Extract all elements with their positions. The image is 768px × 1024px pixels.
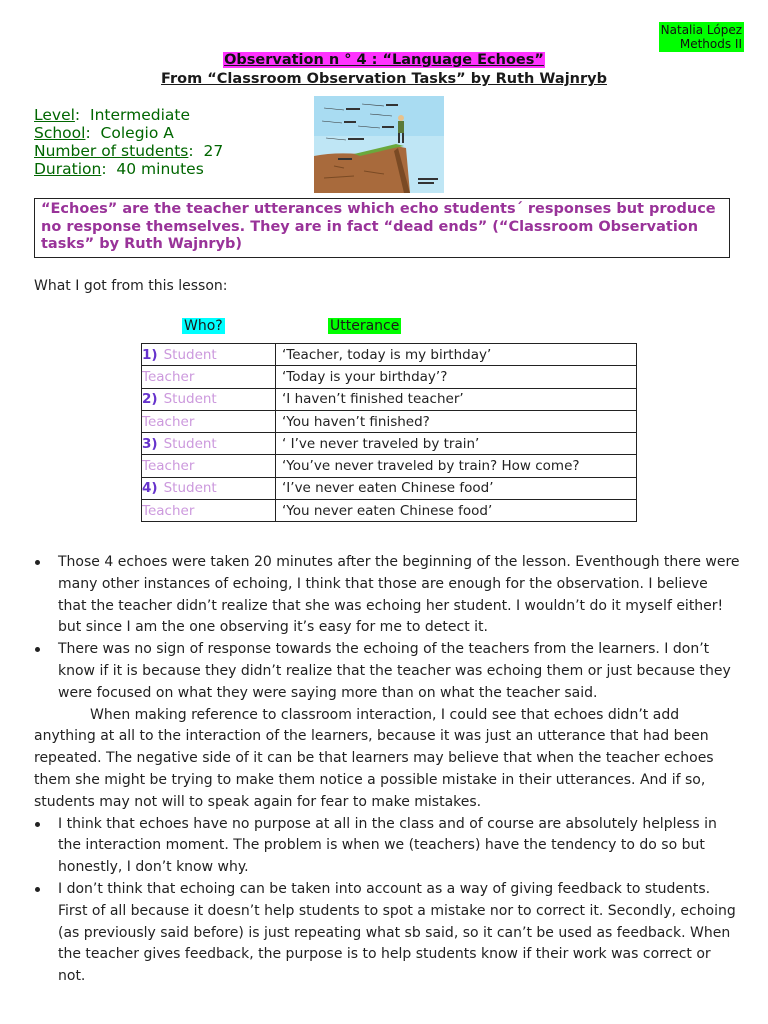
utterance-cell: ‘You never eaten Chinese food’ — [276, 500, 637, 522]
level-value: Intermediate — [90, 106, 191, 124]
echo-table — [141, 343, 637, 522]
utterance-cell: ‘I’ve never eaten Chinese food’ — [276, 477, 637, 499]
bullet-list-1 — [34, 552, 740, 705]
lesson-meta: Level: Intermediate School: Colegio A Number of students: 27 Duration: 40 minutes — [34, 106, 224, 178]
table-row — [142, 455, 637, 477]
school-label: School — [34, 124, 86, 142]
who-cell: Teacher — [142, 366, 276, 388]
echo-number: 4) — [142, 480, 158, 497]
utterance-cell: ‘I haven’t finished teacher’ — [276, 388, 637, 410]
utterance-cell: ‘ I’ve never traveled by train’ — [276, 433, 637, 455]
who-cell — [142, 433, 276, 455]
body-paragraph: When making reference to classroom interaction, I could see that echoes didn’t add anything at all to the interaction of the learners, because it was just an utterance that had been repeated. The negative side of it can be that learners may believe that when the teacher echoes them she might be trying to make them notice a possible mistake in their utterances. And if so, students may not will to speak again for fear to make mistakes. — [34, 706, 714, 810]
utterance-cell: ‘Today is your birthday’? — [276, 366, 637, 388]
author-name: Natalia López — [660, 23, 742, 37]
who-cell — [142, 388, 276, 410]
bullet-item: I think that echoes have no purpose at all in the class and of course are absolutely helpless in the interaction moment. The problem is when we (teachers) have the tendency to do so but honestly, I don’t know why. — [34, 814, 740, 879]
echoes-definition-quote: “Echoes” are the teacher utterances which echo students´ responses but produce no response themselves. They are in fact “dead ends” (“Classroom Observation tasks” by Ruth Wajnryb) — [34, 198, 730, 258]
bullet-item: There was no sign of response towards the echoing of the teachers from the learners. I don’t know if it is because they didn’t realize that the teacher was echoing them or just because they were focused on what they were saying more than on what the teacher said. — [34, 639, 740, 704]
table-row — [142, 477, 637, 499]
speaker: Student — [163, 435, 217, 452]
duration-value: 40 minutes — [116, 160, 204, 178]
lesson-intro: What I got from this lesson: — [34, 278, 228, 294]
who-cell: Teacher — [142, 455, 276, 477]
speaker: Student — [163, 346, 217, 363]
who-column-header: Who? — [184, 318, 223, 334]
echo-number: 3) — [142, 435, 158, 452]
utterance-cell: ‘You’ve never traveled by train? How come? — [276, 455, 637, 477]
table-row — [142, 344, 637, 366]
table-row — [142, 433, 637, 455]
who-cell — [142, 477, 276, 499]
observation-body — [34, 552, 740, 988]
level-label: Level — [34, 106, 75, 124]
who-cell — [142, 344, 276, 366]
bullet-item: I don’t think that echoing can be taken into account as a way of giving feedback to students. First of all because it doesn’t help students to spot a mistake nor to correct it. Secondly, echoing (as previously said before) is just repeating what sb said, so it can’t be used as feedback. When the teacher gives feedback, the purpose is to help students know if their work was correct or not. — [34, 879, 740, 988]
bullet-item: Those 4 echoes were taken 20 minutes after the beginning of the lesson. Eventhough there were many other instances of echoing, I think that those are enough for the observation. I believe that the teacher didn’t realize that she was echoing her student. I wouldn’t do it myself either! but since I am the one observing it’s easy for me to detect it. — [34, 552, 740, 639]
who-cell: Teacher — [142, 410, 276, 432]
speaker: Student — [163, 391, 217, 408]
course-name: Methods II — [679, 37, 742, 51]
echo-number: 1) — [142, 346, 158, 363]
table-row — [142, 366, 637, 388]
table-row — [142, 388, 637, 410]
duration-label: Duration — [34, 160, 102, 178]
utterance-cell: ‘You haven’t finished? — [276, 410, 637, 432]
bullet-list-2 — [34, 814, 740, 988]
observation-title: Observation n ° 4 : “Language Echoes” — [224, 52, 544, 68]
school-value: Colegio A — [100, 124, 174, 142]
echo-cartoon-image — [314, 96, 444, 193]
echo-number: 2) — [142, 391, 158, 408]
speaker: Student — [163, 480, 217, 497]
table-row — [142, 410, 637, 432]
utterance-cell: ‘Teacher, today is my birthday’ — [276, 344, 637, 366]
author-box — [659, 22, 744, 52]
title-source: From “Classroom Observation Tasks” by Ruth Wajnryb — [161, 71, 607, 87]
students-value: 27 — [203, 142, 224, 160]
title-line-1 — [0, 52, 768, 68]
table-row — [142, 500, 637, 522]
who-cell: Teacher — [142, 500, 276, 522]
students-label: Number of students — [34, 142, 189, 160]
utterance-column-header: Utterance — [330, 318, 400, 334]
